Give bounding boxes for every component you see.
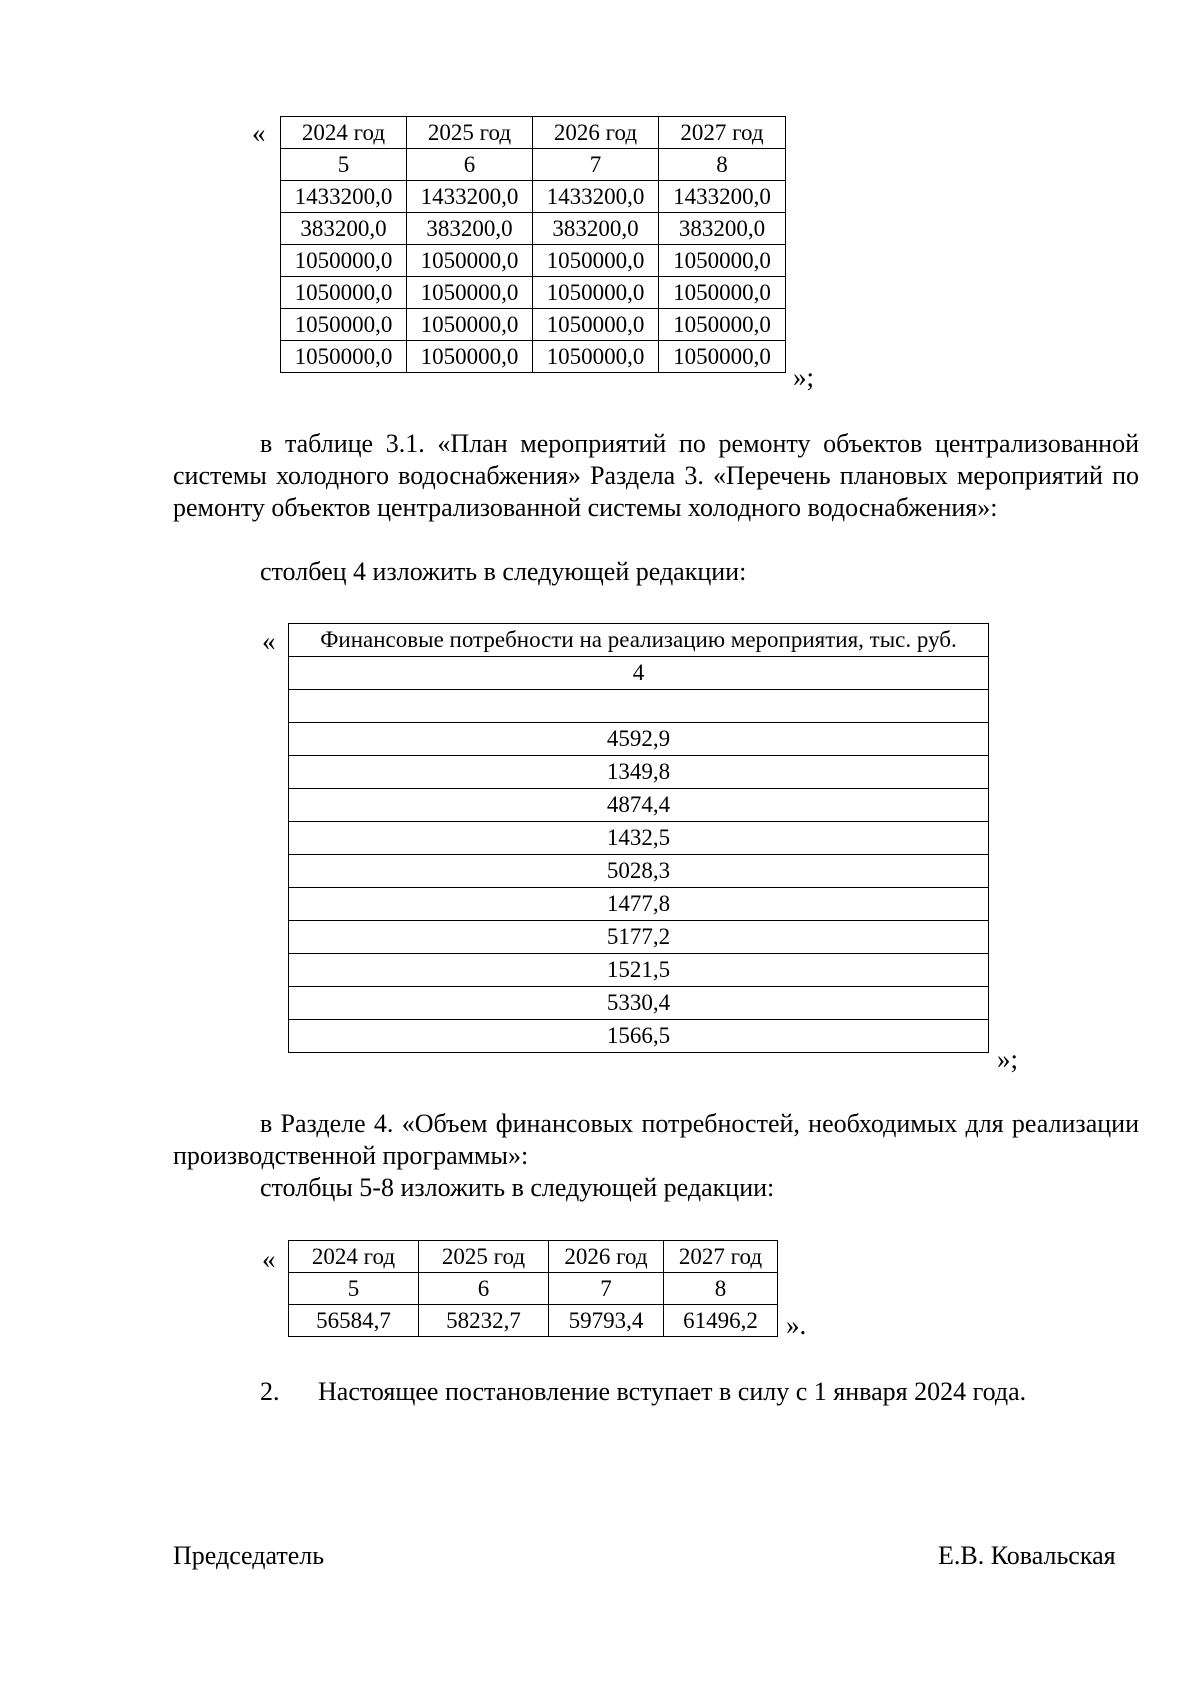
column-header: 2024 год — [281, 117, 407, 149]
table-cell: 1477,8 — [289, 888, 989, 921]
table-cell: 1521,5 — [289, 954, 989, 987]
table-cell: 1349,8 — [289, 756, 989, 789]
table-cell: 1050000,0 — [407, 245, 533, 277]
table-cell: 5 — [289, 1273, 419, 1305]
table-row — [289, 756, 989, 789]
table-row — [281, 181, 786, 213]
table-cell: 383200,0 — [407, 213, 533, 245]
table-cell: 61496,2 — [664, 1305, 778, 1337]
table-cell: 5330,4 — [289, 987, 989, 1020]
table-cell: 1050000,0 — [407, 309, 533, 341]
table-row — [281, 309, 786, 341]
table3-open-quote: « — [262, 1244, 276, 1274]
table-cell: 1050000,0 — [659, 341, 786, 373]
table-row — [281, 245, 786, 277]
table2 — [288, 623, 989, 1053]
table-row — [281, 213, 786, 245]
column-header: 2026 год — [533, 117, 659, 149]
column-header: 2027 год — [659, 117, 786, 149]
table-row — [289, 690, 989, 723]
table-cell: 383200,0 — [533, 213, 659, 245]
table-cell: 1050000,0 — [281, 277, 407, 309]
table-cell: 8 — [664, 1273, 778, 1305]
table-cell: 56584,7 — [289, 1305, 419, 1337]
table-cell: 7 — [549, 1273, 664, 1305]
table-cell: 4592,9 — [289, 723, 989, 756]
item-text: Настоящее постановление вступает в силу с 1 января 2024 года. — [318, 1377, 1027, 1406]
table-row — [289, 1305, 778, 1337]
table1-open-quote: « — [252, 118, 266, 148]
table-header-row — [289, 624, 989, 657]
signature-name: Е.В. Ковальская — [938, 1541, 1116, 1570]
table-cell: 1050000,0 — [533, 277, 659, 309]
table-cell: 6 — [407, 149, 533, 181]
paragraph-table-3-1: в таблице 3.1. «План мероприятий по ремонту объектов централизованной системы холодного водоснабжения» Раздела 3. «Перечень плановых мероприятий по ремонту объектов централизованной системы холодного водоснабжения»: — [173, 429, 1139, 522]
table-row — [289, 987, 989, 1020]
table-cell: 1566,5 — [289, 1020, 989, 1053]
table-row — [281, 277, 786, 309]
table-cell: 58232,7 — [419, 1305, 549, 1337]
table-row — [289, 855, 989, 888]
column-header: Финансовые потребности на реализацию мероприятия, тыс. руб. — [289, 624, 989, 657]
table-cell: 6 — [419, 1273, 549, 1305]
column-header: 2027 год — [664, 1241, 778, 1273]
column-header: 2025 год — [407, 117, 533, 149]
table3 — [288, 1240, 778, 1337]
table-cell: 1050000,0 — [533, 245, 659, 277]
table-cell: 59793,4 — [549, 1305, 664, 1337]
column-header: 2026 год — [549, 1241, 664, 1273]
table-cell: 1050000,0 — [281, 341, 407, 373]
table-cell — [289, 690, 989, 723]
table-row — [289, 1020, 989, 1053]
table-cell: 1050000,0 — [533, 341, 659, 373]
table-cell: 1050000,0 — [407, 341, 533, 373]
table-row — [289, 822, 989, 855]
table-cell: 1050000,0 — [659, 309, 786, 341]
table-header-row — [289, 1241, 778, 1273]
table2-open-quote: « — [262, 626, 276, 656]
table-cell: 1433200,0 — [659, 181, 786, 213]
signature-position: Председатель — [173, 1541, 325, 1570]
table-cell: 1432,5 — [289, 822, 989, 855]
table-cell: 5 — [281, 149, 407, 181]
column-header: 2024 год — [289, 1241, 419, 1273]
table1 — [280, 116, 786, 373]
table-cell: 4 — [289, 657, 989, 690]
instruction-columns-5-8: столбцы 5-8 изложить в следующей редакции: — [260, 1173, 775, 1202]
table-header-row — [281, 117, 786, 149]
table-cell: 5177,2 — [289, 921, 989, 954]
column-header: 2025 год — [419, 1241, 549, 1273]
table-cell: 1050000,0 — [407, 277, 533, 309]
table-row — [281, 341, 786, 373]
instruction-column-4: столбец 4 изложить в следующей редакции: — [260, 557, 747, 586]
table-cell: 4874,4 — [289, 789, 989, 822]
table-cell: 1050000,0 — [659, 245, 786, 277]
table-cell: 383200,0 — [281, 213, 407, 245]
table-row — [289, 723, 989, 756]
table-row — [289, 1273, 778, 1305]
table-row — [289, 888, 989, 921]
table-row — [289, 657, 989, 690]
table-cell: 1433200,0 — [533, 181, 659, 213]
item-number: 2. — [260, 1377, 280, 1406]
table-cell: 1433200,0 — [281, 181, 407, 213]
paragraph-section-4: в Разделе 4. «Объем финансовых потребностей, необходимых для реализации производственной программы»: — [173, 1109, 1139, 1170]
table-cell: 8 — [659, 149, 786, 181]
table-cell: 7 — [533, 149, 659, 181]
table-cell: 1050000,0 — [533, 309, 659, 341]
table-row — [289, 954, 989, 987]
table-cell: 1050000,0 — [281, 309, 407, 341]
table3-close-quote: ». — [786, 1310, 807, 1340]
table-row — [289, 789, 989, 822]
table-cell: 383200,0 — [659, 213, 786, 245]
table-row — [289, 921, 989, 954]
table-cell: 1433200,0 — [407, 181, 533, 213]
table-cell: 1050000,0 — [281, 245, 407, 277]
table2-close-quote: »; — [997, 1044, 1019, 1074]
table1-close-quote: »; — [793, 362, 815, 392]
table-row — [281, 149, 786, 181]
table-cell: 5028,3 — [289, 855, 989, 888]
table-cell: 1050000,0 — [659, 277, 786, 309]
